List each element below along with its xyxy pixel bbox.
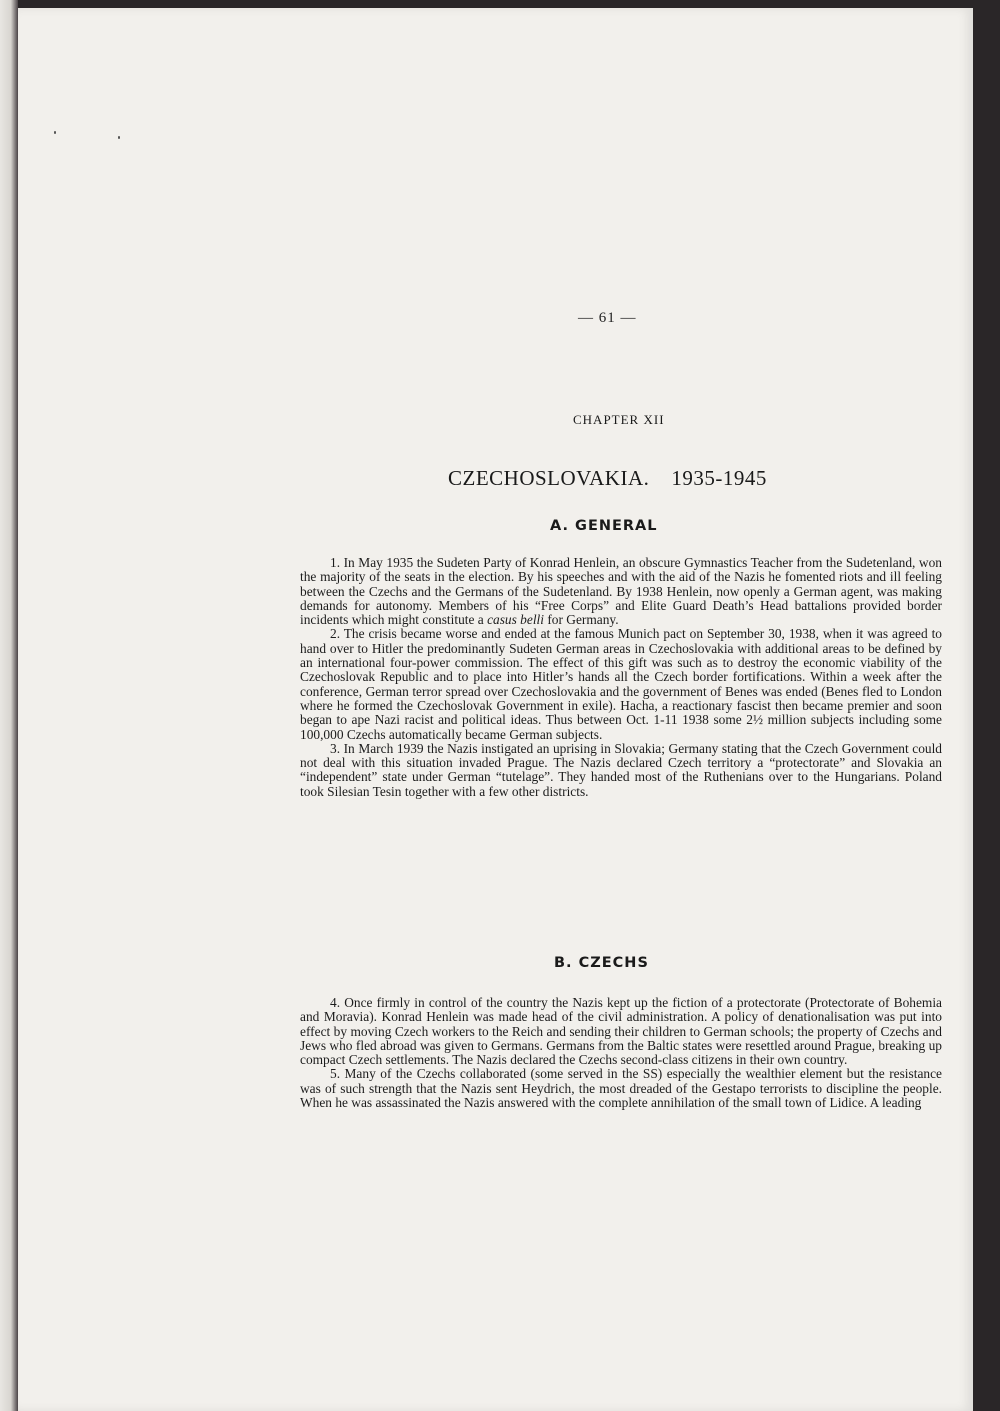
paragraph-3: 3. In March 1939 the Nazis instigated an uprising in Slovakia; Germany stating that the Czech Government could not deal with this situation invaded Prague. The Nazis declared Czech territory a “protectorate” and Slovakia an “independent” state under German “tutelage”. They handed most of the Ruthenians over to the Hungarians. Poland took Silesian Tesin together with a few other districts. [300,740,942,799]
section-heading-czechs: B. CZECHS [554,955,649,971]
section-heading-general: A. GENERAL [550,518,658,534]
paragraph-5: 5. Many of the Czechs collaborated (some served in the SS) especially the wealthier element but the resistance was of such strength that the Nazis sent Heydrich, the most dreaded of the Gestapo terrorists to discipline the people. When he was assassinated the Nazis answered with the complete annihilation of the small town of Lidice. A leading [300,1066,942,1111]
chapter-title [448,466,767,491]
chapter-years: 1935-1945 [671,466,767,490]
paper-speck [118,136,120,139]
paragraph-1: 1. In May 1935 the Sudeten Party of Konrad Henlein, an obscure Gymnastics Teacher from the Sudetenland, won the majority of the seats in the election. By his speeches and with the aid of the Nazis he fomented riots and ill feeling between the Czechs and the Germans of the Sudetenland. By 1938 Henlein, now openly a German agent, was making demands for autonomy. Members of his “Free Corps” and Elite Guard Death’s Head battalions provided border incidents which might constitute a casus belli for Germany. [300,555,942,628]
section-general-body [300,556,942,799]
chapter-label: CHAPTER XII [573,412,665,427]
paragraph-2: 2. The crisis became worse and ended at the famous Munich pact on September 30, 1938, when it was agreed to hand over to Hitler the predominantly Sudeten German areas in Czechoslovakia with additional areas to be defined by an international four-power commission. The effect of this gift was such as to destroy the economic viability of the Czechoslovak Republic and to place into Hitler’s hands all the Czech border fortifications. Within a week after the conference, German terror spread over Czechoslovakia and the government of Benes was ended (Benes fled to London where he formed the Czechoslovak Government in exile). Hacha, a reactionary fascist then became premier and soon began to ape Nazi racist and political ideas. Thus between Oct. 1-11 1938 some 2½ million subjects including some 100,000 Czechs automatically became German subjects. [300,626,942,742]
adjacent-page-edge [0,0,18,1411]
emphasis-casus-belli: casus belli [487,612,544,628]
section-czechs-body [300,996,942,1110]
paper-speck [54,131,56,134]
chapter-title-text: CZECHOSLOVAKIA. [448,466,650,490]
document-page [18,8,973,1411]
paragraph-4: 4. Once firmly in control of the country the Nazis kept up the fiction of a protectorate (Protectorate of Bohemia and Moravia). Konrad Henlein was made head of the civil administration. A policy of denationalisation was put into effect by moving Czech workers to the Reich and sending their children to German schools; the property of Czechs and Jews who fled abroad was given to Germans. Germans from the Baltic states were resettled around Prague, breaking up compact Czech settlements. The Nazis declared the Czechs second-class citizens in their own country. [300,995,942,1068]
page-number: — 61 — [578,310,637,326]
